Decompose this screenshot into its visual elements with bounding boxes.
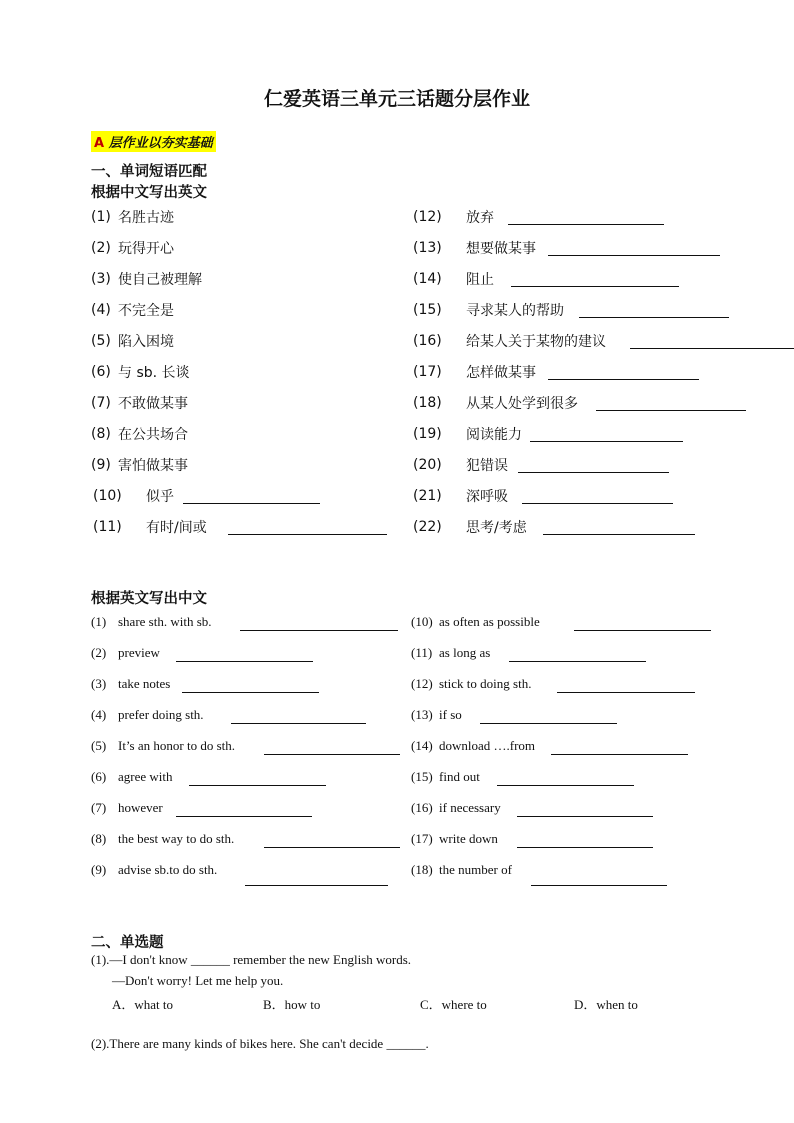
cn-en-item-number: (11): [93, 519, 122, 535]
en-cn-item-number: (10): [411, 614, 433, 629]
answer-blank[interactable]: [630, 348, 794, 349]
section-1-heading: 一、单词短语匹配: [91, 164, 207, 180]
en-cn-item-prompt: preview: [118, 645, 160, 660]
cn-en-item-number: (22): [413, 519, 442, 535]
answer-blank[interactable]: [548, 379, 699, 380]
en-cn-item-number: (2): [91, 645, 107, 660]
en-cn-item-number: (3): [91, 676, 107, 691]
answer-blank[interactable]: [518, 472, 669, 473]
answer-blank[interactable]: [511, 286, 679, 287]
cn-en-item-number: (20): [413, 457, 442, 473]
cn-en-item-prompt: 犯错误: [466, 458, 508, 474]
cn-en-item-prompt: 阅读能力: [466, 427, 522, 443]
en-cn-item-number: (8): [91, 831, 107, 846]
en-cn-item-prompt: agree with: [118, 769, 173, 784]
answer-blank[interactable]: [517, 847, 653, 848]
answer-blank[interactable]: [557, 692, 695, 693]
cn-en-item-number: (3): [91, 271, 111, 287]
answer-blank[interactable]: [509, 661, 646, 662]
answer-blank[interactable]: [176, 816, 312, 817]
cn-en-item-prompt: 有时/间或: [146, 520, 207, 536]
answer-blank[interactable]: [240, 630, 398, 631]
answer-blank[interactable]: [231, 723, 366, 724]
en-cn-item-number: (12): [411, 676, 433, 691]
cn-en-item-number: (14): [413, 271, 442, 287]
cn-en-item-number: (10): [93, 488, 122, 504]
cn-en-item-prompt: 给某人关于某物的建议: [466, 334, 606, 350]
en-cn-item-prompt: the number of: [439, 862, 512, 877]
en-cn-item-prompt: as long as: [439, 645, 491, 660]
question-2-stem: (2).There are many kinds of bikes here. She can't decide ______.: [91, 1036, 429, 1051]
cn-en-item-number: (21): [413, 488, 442, 504]
cn-en-item-prompt: 名胜古迹: [118, 210, 174, 226]
cn-en-item-number: (13): [413, 240, 442, 256]
layer-a-letter: A: [94, 136, 105, 151]
en-cn-item-prompt: find out: [439, 769, 480, 784]
answer-blank[interactable]: [551, 754, 688, 755]
cn-en-item-prompt: 想要做某事: [466, 241, 536, 257]
answer-blank[interactable]: [596, 410, 746, 411]
answer-blank[interactable]: [480, 723, 617, 724]
cn-en-item-number: (16): [413, 333, 442, 349]
en-cn-item-prompt: take notes: [118, 676, 171, 691]
section-1-subheading-en-to-cn: 根据英文写出中文: [91, 591, 207, 607]
en-cn-item-prompt: download ….from: [439, 738, 536, 753]
answer-blank[interactable]: [530, 441, 683, 442]
answer-blank[interactable]: [182, 692, 319, 693]
cn-en-item-number: (8): [91, 426, 111, 442]
cn-en-item-prompt: 似乎: [146, 489, 174, 505]
en-cn-item-number: (18): [411, 862, 433, 877]
question-1-stem: (1).—I don't know ______ remember the new English words.: [91, 952, 412, 967]
question-1-option-b[interactable]: B．how to: [263, 997, 321, 1012]
en-cn-item-number: (5): [91, 738, 107, 753]
en-cn-item-number: (9): [91, 862, 107, 877]
answer-blank[interactable]: [176, 661, 313, 662]
answer-blank[interactable]: [264, 847, 400, 848]
cn-en-item-number: (1): [91, 209, 111, 225]
answer-blank[interactable]: [245, 885, 388, 886]
cn-en-item-number: (18): [413, 395, 442, 411]
cn-en-item-prompt: 不完全是: [118, 303, 174, 319]
cn-en-item-number: (17): [413, 364, 442, 380]
cn-en-item-prompt: 在公共场合: [118, 427, 188, 443]
en-cn-item-number: (15): [411, 769, 433, 784]
answer-blank[interactable]: [497, 785, 634, 786]
cn-en-item-prompt: 害怕做某事: [118, 458, 188, 474]
cn-en-item-prompt: 不敢做某事: [118, 396, 188, 412]
section-1-subheading-cn-to-en: 根据中文写出英文: [91, 185, 207, 201]
layer-a-tag: [91, 131, 216, 152]
cn-en-item-number: (6): [91, 364, 111, 380]
cn-en-item-prompt: 使自己被理解: [118, 272, 202, 288]
answer-blank[interactable]: [531, 885, 667, 886]
cn-en-item-prompt: 深呼吸: [466, 489, 508, 505]
en-cn-item-number: (7): [91, 800, 107, 815]
answer-blank[interactable]: [183, 503, 320, 504]
answer-blank[interactable]: [508, 224, 664, 225]
cn-en-item-prompt: 放弃: [466, 210, 494, 226]
en-cn-item-number: (13): [411, 707, 433, 722]
en-cn-item-number: (6): [91, 769, 107, 784]
answer-blank[interactable]: [522, 503, 673, 504]
en-cn-item-prompt: if necessary: [439, 800, 501, 815]
en-cn-item-prompt: however: [118, 800, 163, 815]
question-1-option-d[interactable]: D．when to: [574, 997, 638, 1012]
cn-en-item-prompt: 思考/考虑: [466, 520, 527, 536]
question-1-option-c[interactable]: C．where to: [420, 997, 487, 1012]
cn-en-item-prompt: 与 sb. 长谈: [118, 365, 190, 381]
en-cn-item-number: (4): [91, 707, 107, 722]
en-cn-item-prompt: advise sb.to do sth.: [118, 862, 218, 877]
en-cn-item-prompt: as often as possible: [439, 614, 540, 629]
answer-blank[interactable]: [264, 754, 400, 755]
answer-blank[interactable]: [574, 630, 711, 631]
question-1-dialogue: —Don't worry! Let me help you.: [112, 973, 284, 988]
cn-en-item-number: (4): [91, 302, 111, 318]
section-2-heading: 二、单选题: [91, 935, 164, 951]
en-cn-item-number: (17): [411, 831, 433, 846]
cn-en-item-number: (15): [413, 302, 442, 318]
en-cn-item-prompt: It’s an honor to do sth.: [118, 738, 235, 753]
en-cn-item-prompt: if so: [439, 707, 462, 722]
en-cn-item-prompt: stick to doing sth.: [439, 676, 532, 691]
en-cn-item-prompt: share sth. with sb.: [118, 614, 212, 629]
en-cn-item-prompt: prefer doing sth.: [118, 707, 204, 722]
cn-en-item-prompt: 从某人处学到很多: [466, 396, 578, 412]
cn-en-item-number: (9): [91, 457, 111, 473]
cn-en-item-number: (19): [413, 426, 442, 442]
en-cn-item-number: (16): [411, 800, 433, 815]
en-cn-item-prompt: the best way to do sth.: [118, 831, 235, 846]
cn-en-item-prompt: 怎样做某事: [466, 365, 536, 381]
en-cn-item-number: (11): [411, 645, 433, 660]
answer-blank[interactable]: [579, 317, 729, 318]
answer-blank[interactable]: [228, 534, 387, 535]
cn-en-item-prompt: 寻求某人的帮助: [466, 303, 564, 319]
cn-en-item-number: (7): [91, 395, 111, 411]
cn-en-item-number: (5): [91, 333, 111, 349]
cn-en-item-number: (12): [413, 209, 442, 225]
cn-en-item-number: (2): [91, 240, 111, 256]
answer-blank[interactable]: [517, 816, 653, 817]
answer-blank[interactable]: [548, 255, 720, 256]
answer-blank[interactable]: [189, 785, 326, 786]
page-title: 仁爱英语三单元三话题分层作业: [263, 88, 530, 110]
answer-blank[interactable]: [543, 534, 695, 535]
cn-en-item-prompt: 玩得开心: [118, 241, 174, 257]
cn-en-item-prompt: 阻止: [466, 272, 494, 288]
en-cn-item-number: (1): [91, 614, 107, 629]
en-cn-item-prompt: write down: [439, 831, 498, 846]
layer-a-text: 层作业以夯实基础: [108, 136, 213, 151]
en-cn-item-number: (14): [411, 738, 433, 753]
cn-en-item-prompt: 陷入困境: [118, 334, 174, 350]
question-1-option-a[interactable]: A．what to: [112, 997, 174, 1012]
